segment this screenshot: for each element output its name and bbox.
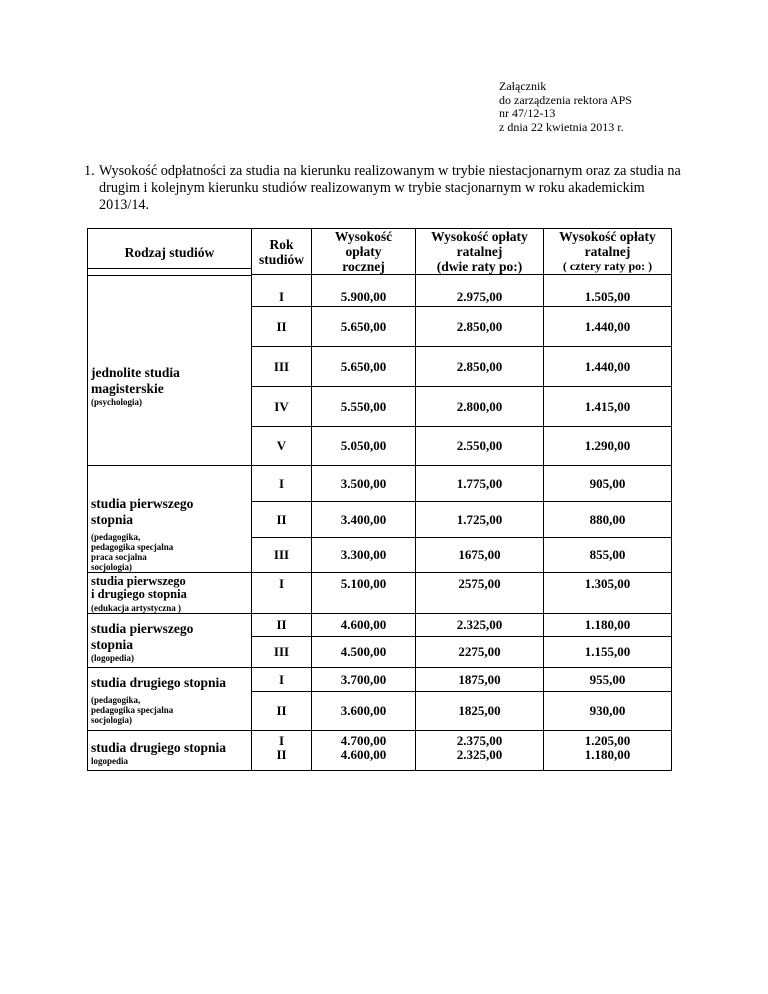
table-cell: 1.775,00 [416, 466, 544, 502]
table-cell: I [252, 668, 312, 692]
table-cell: 3.700,00 [312, 668, 416, 692]
cell-text: socjologia) [91, 715, 132, 725]
table-cell: III [252, 637, 312, 668]
cell-text: (logopedia) [91, 652, 135, 663]
table-cell: 2275,00 [416, 637, 544, 668]
cell-text: Wysokość [334, 229, 393, 244]
table-cell: 1.155,00 [544, 637, 672, 668]
table-cell: 930,00 [544, 692, 672, 731]
table-cell: 1.440,00 [544, 307, 672, 347]
cell-text: Rodzaj studiów [124, 244, 215, 260]
cell-text: I [278, 733, 285, 748]
table-cell: II [252, 502, 312, 538]
table-cell: 3.600,00 [312, 692, 416, 731]
cell-text: studia drugiego stopnia [91, 739, 227, 755]
cell-text: studia pierwszego [91, 620, 194, 636]
annex-line: Załącznik [499, 79, 547, 93]
table-cell: 955,00 [544, 668, 672, 692]
fees-data [87, 268, 672, 771]
table-cell: 1.290,00 [544, 427, 672, 466]
table-cell: 1.440,00 [544, 347, 672, 387]
group-second-cycle-pedagogy [88, 668, 252, 731]
cell-text: pedagogika specjalna [91, 705, 174, 715]
table-row [88, 614, 672, 637]
cell-text: 4.700,00 [340, 733, 387, 748]
table-row [88, 466, 672, 502]
table-cell: 5.050,00 [312, 427, 416, 466]
cell-text: (psychologia) [91, 397, 143, 407]
table-cell: II [252, 692, 312, 731]
cell-text: rocznej [342, 259, 385, 274]
table-cell: V [252, 427, 312, 466]
table-cell: 2.325,00 [416, 614, 544, 637]
table-cell: 2.850,00 [416, 347, 544, 387]
table-cell: 5.650,00 [312, 347, 416, 387]
group-first-cycle-pedagogy [88, 466, 252, 573]
table-cell: 1.725,00 [416, 502, 544, 538]
table-cell: 5.550,00 [312, 387, 416, 427]
annex-line: do zarządzenia rektora APS [499, 92, 632, 107]
cell-text: Wysokość opłaty [559, 229, 656, 244]
cell-text: (pedagogika, [91, 532, 141, 542]
table-cell: 1.505,00 [544, 269, 672, 307]
table-cell: 4.500,00 [312, 637, 416, 668]
cell-text: (dwie raty po:) [436, 259, 523, 274]
table-cell: 1.415,00 [544, 387, 672, 427]
table-cell [544, 731, 672, 771]
cell-text: ( cztery raty po: ) [562, 259, 653, 273]
table-cell: 2.800,00 [416, 387, 544, 427]
cell-text: i drugiego stopnia [91, 587, 187, 601]
table-cell: 1.180,00 [544, 614, 672, 637]
cell-text: studia pierwszego [91, 496, 194, 511]
table-cell: 1.305,00 [544, 573, 672, 614]
cell-text: Wysokość opłaty [431, 229, 528, 244]
table-cell: 1875,00 [416, 668, 544, 692]
table-cell: 855,00 [544, 538, 672, 573]
intro-paragraph [84, 163, 684, 214]
table-cell: 3.400,00 [312, 502, 416, 538]
cell-text: praca socjalna [91, 552, 147, 562]
table-cell: I [252, 573, 312, 614]
table-cell: 5.900,00 [312, 269, 416, 307]
table-cell: I [252, 269, 312, 307]
cell-text: 2.375,00 [456, 733, 503, 748]
annex-line: z dnia 22 kwietnia 2013 r. [499, 119, 624, 134]
cell-text: (edukacja artystyczna ) [91, 603, 181, 613]
cell-text: 2.325,00 [456, 747, 503, 762]
table-cell [252, 731, 312, 771]
cell-text: (pedagogika, [91, 695, 141, 705]
cell-text: studiów [258, 251, 304, 267]
table-row [88, 731, 672, 771]
annex-line: nr 47/12-13 [499, 106, 556, 120]
table-row [88, 668, 672, 692]
table-cell: 4.600,00 [312, 614, 416, 637]
cell-text: stopnia [91, 636, 134, 652]
group-psychology [88, 269, 252, 466]
table-cell: III [252, 538, 312, 573]
table-cell: 2.850,00 [416, 307, 544, 347]
cell-text: II [276, 747, 287, 762]
cell-text: pedagogika specjalna [91, 542, 174, 552]
table-cell: 2.975,00 [416, 269, 544, 307]
cell-text: logopedia [91, 755, 129, 766]
table-cell [416, 731, 544, 771]
table-row [88, 573, 672, 614]
cell-text: 4.600,00 [340, 747, 387, 762]
cell-text: stopnia [91, 512, 134, 527]
table-cell: II [252, 307, 312, 347]
table-row [88, 269, 672, 307]
annex-header [499, 80, 632, 134]
group-speech-therapy-second-cycle [88, 731, 252, 771]
table-cell: 3.500,00 [312, 466, 416, 502]
table-cell: 1825,00 [416, 692, 544, 731]
cell-text: Rok [269, 236, 294, 252]
table-cell: 5.650,00 [312, 307, 416, 347]
table-cell: III [252, 347, 312, 387]
table-cell: 3.300,00 [312, 538, 416, 573]
table-cell: 5.100,00 [312, 573, 416, 614]
cell-text: socjologia) [91, 562, 132, 572]
cell-text: ratalnej [456, 244, 503, 259]
cell-text: studia drugiego stopnia [91, 675, 227, 690]
intro-text: Wysokość odpłatności za studia na kierunku realizowanym w trybie niestacjonarnym oraz za studia na drugim i kolejnym kierunku studiów realizowanym w trybie stacjonarnym w roku akademickim 2013/14. [99, 163, 681, 213]
cell-text: opłaty [345, 244, 382, 259]
table-cell: 880,00 [544, 502, 672, 538]
cell-text: magisterskie [91, 381, 164, 396]
cell-text: studia pierwszego [91, 574, 186, 588]
table-cell: 905,00 [544, 466, 672, 502]
group-artistic-education [88, 573, 252, 614]
table-cell: 1675,00 [416, 538, 544, 573]
table-cell: II [252, 614, 312, 637]
table-cell: I [252, 466, 312, 502]
intro-number: 1. [84, 163, 95, 179]
cell-text: 1.205,00 [584, 733, 631, 748]
table-cell [312, 731, 416, 771]
table-cell: IV [252, 387, 312, 427]
cell-text: ratalnej [584, 244, 631, 259]
cell-text: 1.180,00 [584, 747, 631, 762]
group-speech-therapy-first-cycle [88, 614, 252, 668]
table-cell: 2575,00 [416, 573, 544, 614]
cell-text: jednolite studia [91, 365, 180, 380]
table-cell: 2.550,00 [416, 427, 544, 466]
